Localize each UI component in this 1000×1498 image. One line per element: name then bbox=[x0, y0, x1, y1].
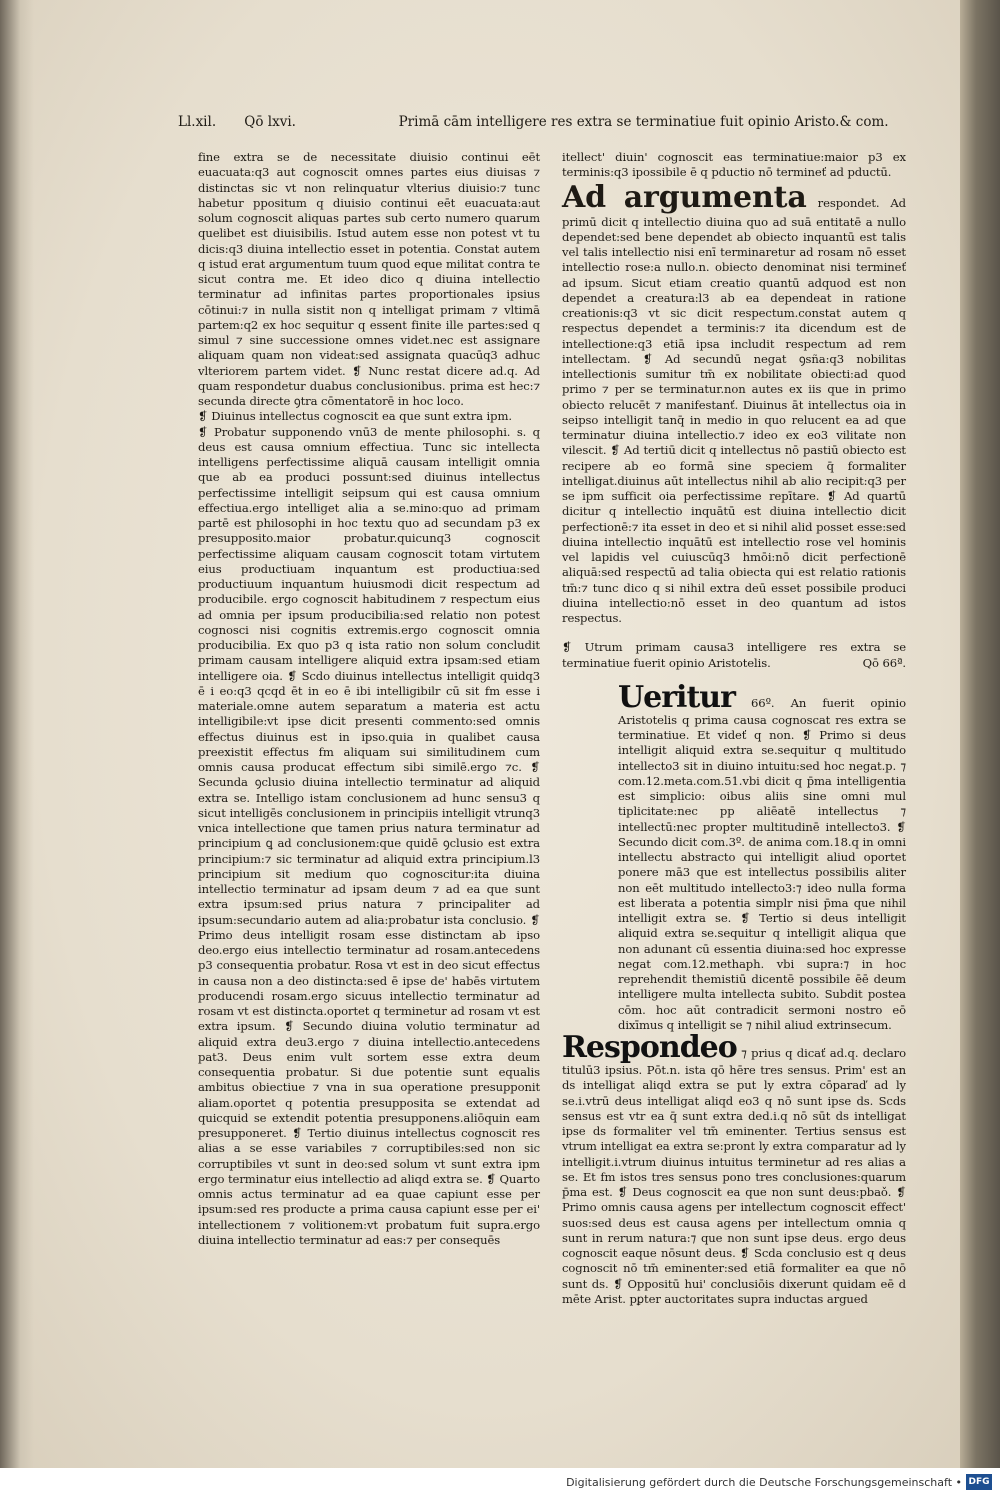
veritur-heading: Ueritur bbox=[618, 679, 735, 715]
question-number-head: Qō lxvi. bbox=[244, 114, 296, 130]
left-paragraph-1: fine extra se de necessitate diuisio continui eēt euacuata:q3 aut cognoscit omnes partes eius diuisas ⁊ distinctas sic vt non relinquatur vlterius diuisio:⁊ tunc habetur ppositum q diuisio continui eēt euacuata:aut solum cognoscit aliquas partes sub certo numero quarum quelibet est diuisibilis. Istud autem esse non potest vt tu dicis:q3 diuina intellectio esset in potentia. Constat autem q istud erat argumentum tuum quod eque militat contra te sicut contra me. Et ideo dico q diuina intellectio terminatur ad infinitas partes proportionales ipsius cōtinui:⁊ in nulla sistit non q intelligat primam ⁊ vltimā partem:q2 ex hoc sequitur q essent finite ille partes:sed q simul ⁊ sine successione omnes videt.nec est assignare aliquam quam non videat:sed assignata quacūq3 adhuc vlteriorem partem videt. ❡ Nunc restat dicere ad.q. Ad quam respondetur duabus conclusionibus. prima est hec:⁊ secunda directe ꝯtra cōmentatorē in hoc loco. bbox=[198, 150, 540, 408]
running-title: Primā cām intelligere res extra se terminatiue fuit opinio Aristo.& com. bbox=[398, 114, 889, 130]
right-column bbox=[562, 150, 906, 1307]
veritur-text: 66º. An fuerit opinio Aristotelis q prima causa cognoscat res extra se terminatiue. Et videť q non. ❡ Primo si deus intelligit aliquid extra se.sequitur q multitudo intellecto3 sit in diuino intuitu:sed hoc negat.p. ⁊ com.12.meta.com.51.vbi dicit q p̄ma intelligentia est simplicio: oibus aliis sine omni mul tiplicitate:nec pp aliēatē intellectus ⁊ intellectū:nec propter multitudinē intellecto3. ❡ Secundo dicit com.3º. de anima com.18.q in omni intellectu abstracto qui intelligit aliud oportet ponere mā3 que est intellectus possibilis aliter non eēt multitudo intellecto3:⁊ ideo nulla forma est liberata a potentia simplr nisi p̄ma que nihil intelligit extra se. ❡ Tertio si deus intelligit aliquid extra se.sequitur q intelligit aliqua que non adunant cū essentia diuina:sed hoc expresse negat com.12.methaph. vbi supra:⁊ in hoc reprehendit themistiū dicentē possibile ēē deum intelligere multa intellecta subito. Subdit postea cōm. hoc aūt contradicit sermoni nostro eō dixīmus q intelligit se ⁊ nihil aliud extrinsecum. bbox=[618, 695, 906, 1032]
question-text: ❡ Utrum primam causa3 intelligere res extra se terminatiue fuerit opinio Aristotelis. bbox=[562, 640, 906, 670]
right-paragraph-intro: itellect' diuin' cognoscit eas terminatiue:maior p3 ex terminis:q3 ipossibile ē q pductio nō termineť ad pductū. bbox=[562, 150, 906, 180]
footer-credit: Digitalisierung gefördert durch die Deutsche Forschungsgemeinschaft • bbox=[566, 1476, 962, 1489]
question-number: Qō 66ª. bbox=[862, 655, 906, 670]
gutter-shadow bbox=[0, 0, 34, 1468]
dfg-logo: DFG bbox=[966, 1474, 992, 1490]
ad-argumenta-heading: Ad argumenta bbox=[562, 179, 807, 215]
respondeo-heading: Respondeo bbox=[562, 1030, 737, 1065]
running-head bbox=[178, 114, 908, 130]
left-paragraph-3: ❡ Probatur supponendo vnū3 de mente philosophi. s. q deus est causa omnium effectiua. Tunc sic intellecta intelligens perfectissime aliquā causam intelligit omnia que ab ea produci possunt:sed diuinus intellectus perfectissime intelligit seipsum qui est causa omnium effectiua.ergo intelliget alia a se.mino:quo ad primam partē est philosophi in hoc textu quo ad secundam p3 ex presupposito.maior probatur.quicunq3 cognoscit perfectissime aliquam causam cognoscit totam virtutem eius productiuam inquantum est productiua:sed productiuum inquantum huiusmodi dicit respectum ad producibile. ergo cognoscit habitudinem ⁊ respectum eius ad omnia per ipsum producibilia:sed relatio non potest cognosci nisi cognitis extremis.ergo cognoscit omnia producibilia. Ex quo p3 q ista ratio non solum concludit primam causam intelligere aliquid extra ipsam:sed etiam intelligere oia. ❡ Scdo diuinus intellectus intelligit quidq3 ē i eo:q3 qcqd ēt in eo ē ibi intelligibilr cū sit fm esse i materiale.omne autem separatum a materia est actu intelligibile:vt ipse dicit presenti commento:sed omnis effectus diuinus est in ipso.quia in qualibet causa preexistit effectus fm aliquam sui similitudinem cum omnis causa producat effectum sibi similē.ergo ⁊c. ❡ Secunda ꝯclusio diuina intellectio terminatur ad aliquid extra se. Intelligo istam conclusionem ad hunc sensu3 q sicut intelligēs conclusionem in principiis intelligit vtrunq3 vnica intellectione que tamen prius natura terminatur ad principium ꝗ ad conclusionem:que quidē ꝯclusio est extra principium:⁊ sic terminatur ad aliquid extra principium.l3 principium sit medium quo cognoscitur:ita diuina intellectio terminatur ad ipsam deum ⁊ ad ea que sunt extra ipsum:sed prius natura ⁊ principaliter ad ipsum:secundario autem ad alia:probatur ista conclusio. ❡ Primo deus intelligit rosam esse distinctam ab ipso deo.ergo eius intellectio terminatur ad rosam.antecedens p3 consequentia probatur. Rosa vt est in deo sicut effectus in causa non a deo distincta:sed ē ipse de' habēs virtutem producendi rosam.ergo sicuus intellectio terminatur ad rosam vt est distincta.oportet q terminetur ad rosam vt est extra ipsum. ❡ Secundo diuina volutio terminatur ad aliquid extra deu3.ergo ⁊ diuina intellectio.antecedens pat3. Deus enim vult sortem esse extra deum consequentia probatur. Si due potentie sunt equalis ambitus obiectiue ⁊ vna in sua operatione presupponit aliam.oportet q potentia presupposita se extendat ad quicquid se extendit potentia presupponens.aliōquin eam presupponeret. ❡ Tertio diuinus intellectus cognoscit res alias a se esse variabiles ⁊ corruptibiles:sed non sic corruptibiles vt sunt in deo:sed solum vt sunt extra ipm ergo terminatur eius intellectio ad aliqd extra se. ❡ Quarto omnis actus terminatur ad ea quae capiunt esse per ipsum:sed res producte a prima causa capiunt esse per ei' intellectionem ⁊ volitionem:vt probatum fuit supra.ergo diuina intellectio terminatur ad eas:⁊ per consequēs bbox=[198, 424, 540, 1247]
veritur-section bbox=[562, 679, 906, 1033]
left-column bbox=[198, 150, 540, 1248]
respondeo-section bbox=[562, 1030, 906, 1307]
ad-argumenta-text: respondet. Ad primū dicit q intellectio diuina quo ad suā entitatē a nullo dependet:sed bene dependet ab obiecto inquantū est talis vel talis intellectio nisi enī terminaretur ad rosam nō esset intellectio rose:a nullo.n. obiecto denominat nisi termineť ad ipsum. Sicut etiam creatio quantū adquod est non dependet a creatura:l3 ab ea dependeat in ratione creationis:q3 vt sic dicit respectum.constat autem q respectus dependet a terminis:⁊ ita dicendum est de intellectione:q3 etiā ipsa includit respectum ad rem intellectam. ❡ Ad secundū negat ꝯsña:q3 nobilitas intellectionis sumitur tm̄ ex nobilitate obiecti:ad quod primo ⁊ per se terminatur.non autes ex iis que in primo obiecto relucēt ⁊ manifestanť. Diuinus āt intellectus oia in seipso intelligit tanq̄ in medio in quo relucent ea ad que terminatur diuina intellectio.⁊ ideo ex eo3 vilitate non vilescit. ❡ Ad tertiū dicit q intellectus nō pastiū obiecto est recipere ab eo formā sine speciem q̄ formaliter intelligat.diuinus aūt intellectus nihil ab alio recipit:q3 per se ipm sufficit oia perfectissime repītare. ❡ Ad quartū dicitur q intellectio inquātū est diuina intellectio dicit perfectionē:⁊ ita esset in deo et si nihil alid posset esse:sed diuina intellectio inquātū est intellectio rose vel hominis vel lapidis vel cuiuscūq3 hmōi:nō dicit perfectionē aliquā:sed respectū ad talia obiecta qui est relatio rationis tm̄:⁊ tunc dico q si nihil extra deū esset possibile produci diuina intellectio:nō esset in deo quantum ad istos respectus. bbox=[562, 195, 907, 625]
left-paragraph-2: ❡ Diuinus intellectus cognoscit ea que sunt extra ipm. bbox=[198, 409, 512, 424]
ad-argumenta-section bbox=[562, 181, 906, 627]
folio-number: Ll.xil. bbox=[178, 114, 217, 130]
page-edge bbox=[960, 0, 1000, 1468]
question-statement bbox=[562, 640, 906, 671]
respondeo-text: ⁊ prius q dicať ad.q. declaro titulū3 ipsius. Pōt.n. ista qō hēre tres sensus. Prim' est an ds intelligat aliqd extra se put ly extra cōparaď ad ly se.i.vtrū deus intelligat aliqd eo3 q nō sunt ipse ds. Scds sensus est vtr ea q̄ sunt extra ded.i.q nō sūt ds intelligat ipse ds formaliter vel tm̄ eminenter. Tertius sensus est vtrum intelligat ea extra se:pront ly extra comparatur ad ly intelligit.i.vtrum diuinus intuitus terminetur ad res alias a se. Et fm istos tres sensus pono tres conclusiones:quarum p̄ma est. ❡ Deus cognoscit ea que non sunt deus:pbaǒ. ❡ Primo omnis causa agens per intellectum cognoscit effect' suos:sed deus est causa agens per intellectum omnia q sunt in rerum natura:⁊ que non sunt ipse deus. ergo deus cognoscit eaque nōsunt deus. ❡ Scda conclusio est q deus cognoscit nō tm̄ eminenter:sed etiā formaliter ea que nō sunt ds. ❡ Oppositū hui' conclusiōis dixerunt quidam eē d mēte Arist. pꝑter auctoritates supra inductas argued bbox=[562, 1046, 906, 1306]
